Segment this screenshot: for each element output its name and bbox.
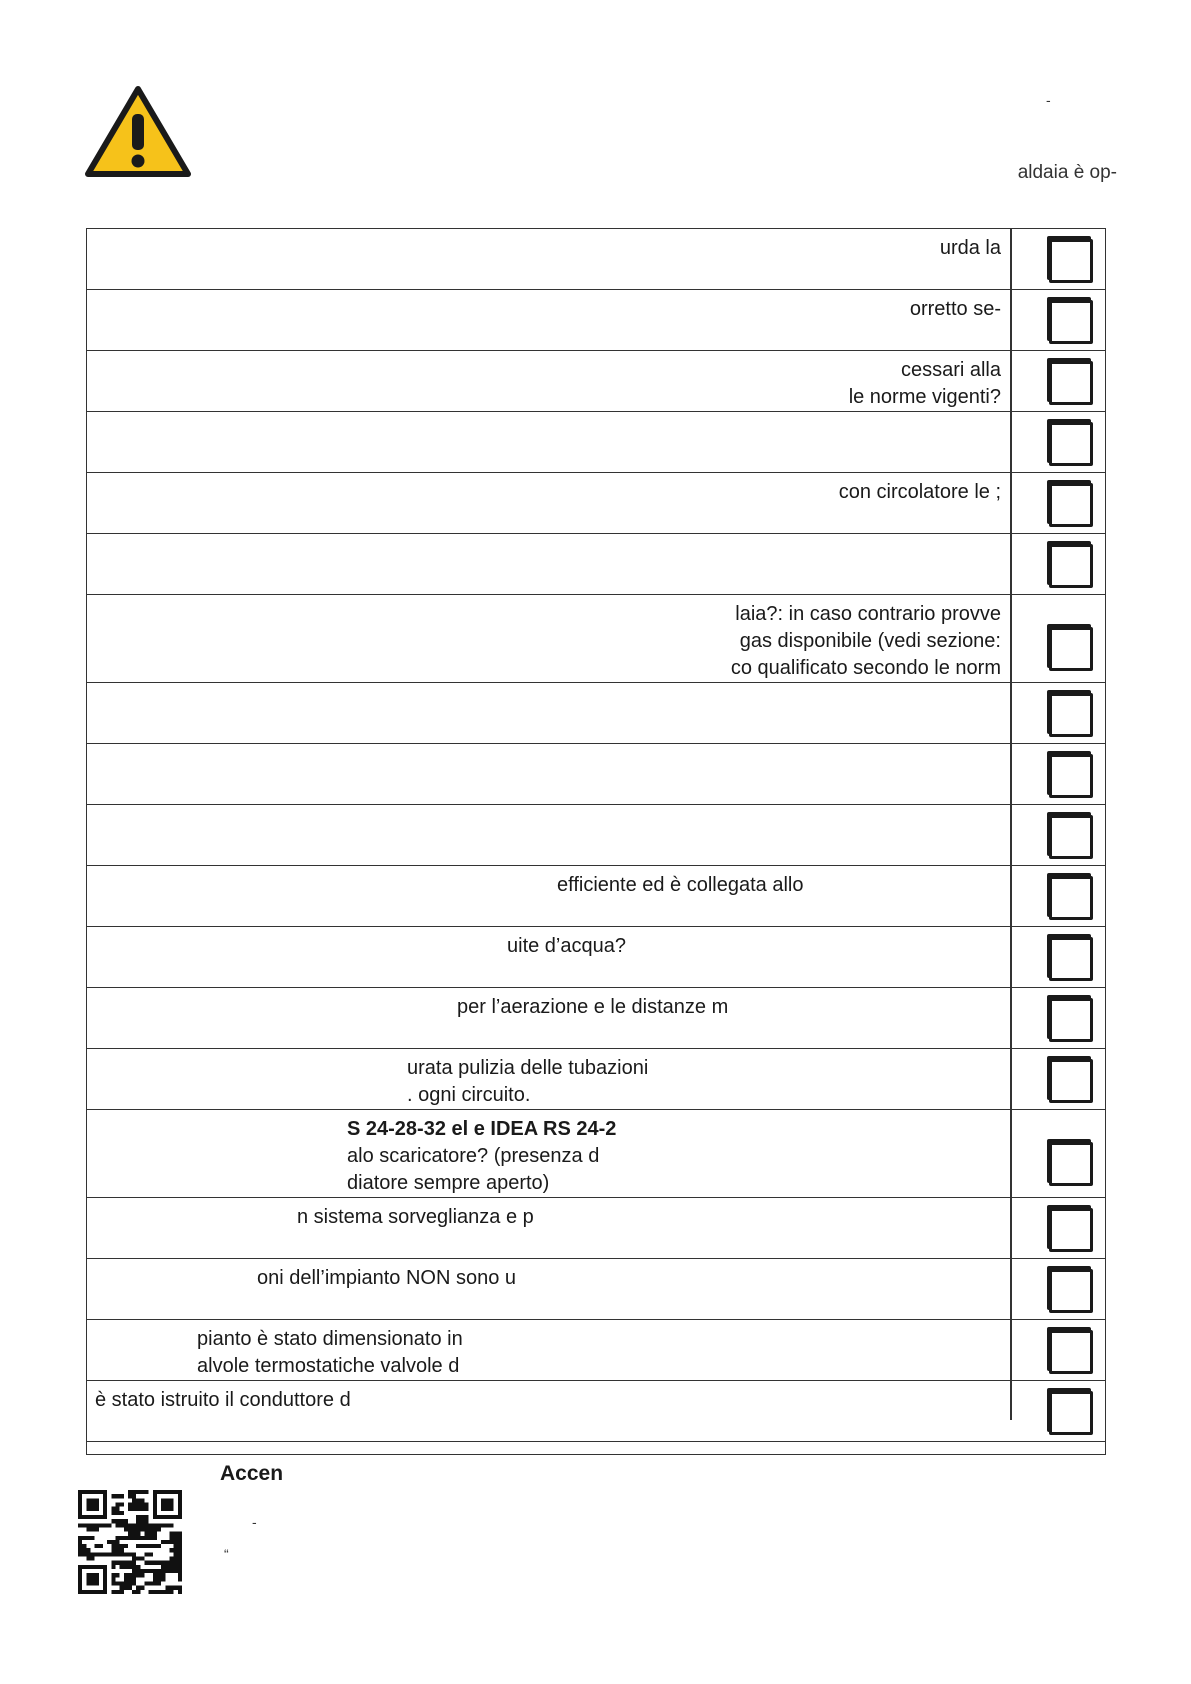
qr-code-icon[interactable] [78,1490,182,1594]
header-fragment-top: - [1046,92,1051,108]
checklist-row [87,1049,1105,1110]
checklist-row [87,473,1105,534]
checklist-checkbox[interactable] [1049,1142,1093,1186]
checklist-checkbox[interactable] [1049,300,1093,344]
checklist-row-text: uite d’acqua? [507,935,626,957]
checklist-row [87,1110,1105,1198]
checklist-row-text: n sistema sorveglianza e p [297,1206,534,1228]
header-fragment-line: aldaia è op- [1017,162,1117,183]
checklist-checkbox[interactable] [1049,483,1093,527]
checklist-row [87,351,1105,412]
checklist-row-text: orretto se- [909,298,1001,320]
checklist-checkbox[interactable] [1049,815,1093,859]
checklist-table [86,228,1106,1455]
checklist-checkbox[interactable] [1049,361,1093,405]
checklist-row [87,1259,1105,1320]
checklist-checkbox[interactable] [1049,876,1093,920]
checklist-checkbox[interactable] [1049,544,1093,588]
checklist-row [87,229,1105,290]
checklist-row [87,534,1105,595]
footer-title: Accen [220,1462,284,1485]
checklist-row [87,290,1105,351]
checklist-checkbox[interactable] [1049,627,1093,671]
checklist-checkbox[interactable] [1049,1208,1093,1252]
checklist-row [87,595,1105,683]
checklist-row-text: per l’aerazione e le distanze m [457,996,729,1018]
checklist-row-text: efficiente ed è collegata allo [557,874,804,896]
warning-triangle-icon [84,84,192,180]
checkbox-column-divider [1010,228,1012,1420]
checklist-checkbox[interactable] [1049,754,1093,798]
checklist-row [87,744,1105,805]
checklist-row [87,1198,1105,1259]
checklist-checkbox[interactable] [1049,1330,1093,1374]
checklist-checkbox[interactable] [1049,422,1093,466]
checklist-checkbox[interactable] [1049,239,1093,283]
footer-fragment-1: - [252,1514,257,1530]
checklist-row-text: è stato istruito il conduttore d [95,1389,351,1411]
checklist-row [87,805,1105,866]
checklist-row [87,412,1105,473]
checklist-row [87,866,1105,927]
checklist-row-text: pianto è stato dimensionato in alvole termostatiche valvole d [197,1328,463,1377]
checklist-row-text: cessari alla le norme vigenti? [848,359,1001,408]
checklist-row [87,1381,1105,1442]
checklist-row-text: S 24-28-32 el e IDEA RS 24-2 alo scaricatore? (presenza d diatore sempre aperto) [347,1118,617,1194]
checklist-checkbox[interactable] [1049,1059,1093,1103]
checklist-checkbox[interactable] [1049,937,1093,981]
checklist-row-text: urata pulizia delle tubazioni . ogni circuito. [407,1057,649,1106]
checklist-row [87,683,1105,744]
checklist-row-text: con circolatore le ; [838,481,1001,503]
checklist-checkbox[interactable] [1049,1391,1093,1435]
checklist-row-text: urda la [939,237,1001,259]
checklist-row [87,927,1105,988]
checklist-checkbox[interactable] [1049,693,1093,737]
checklist-checkbox[interactable] [1049,998,1093,1042]
checklist-row [87,988,1105,1049]
checklist-checkbox[interactable] [1049,1269,1093,1313]
checklist-row-text: oni dell’impianto NON sono u [257,1267,517,1289]
checklist-row-text: laia?: in caso contrario provve gas disponibile (vedi sezione: co qualificato secondo le norm [730,603,1001,679]
checklist-row [87,1320,1105,1381]
footer-fragment-2: “ [224,1546,229,1562]
